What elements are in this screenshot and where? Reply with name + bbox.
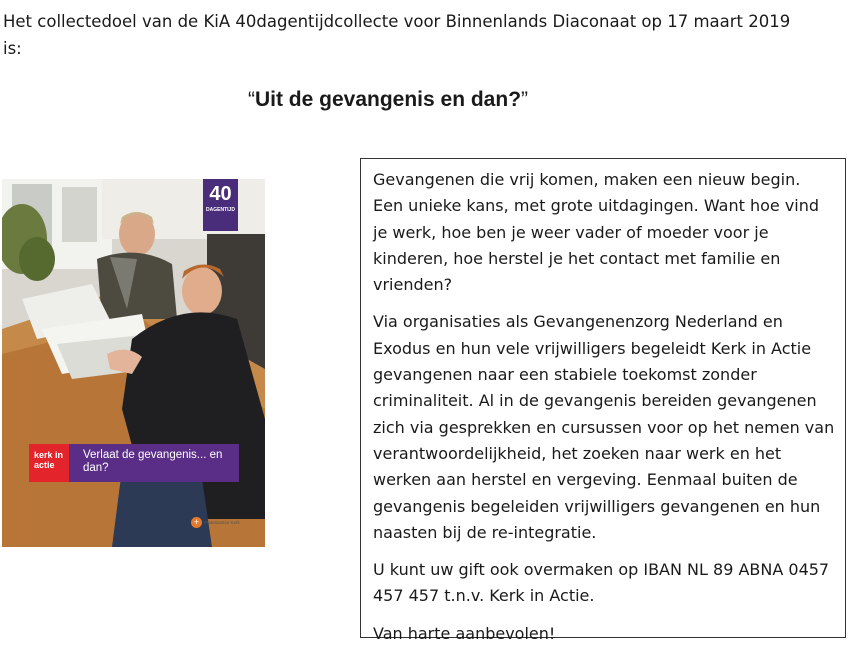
- cover-banner: Verlaat de gevangenis... en dan?: [69, 444, 239, 482]
- title-close-quote: ”: [521, 88, 529, 111]
- paragraph-organisations: Via organisaties als Gevangenenzorg Nederland en Exodus en hun vele vrijwilligers begeleidt Kerk in Actie gevangenen naar een stabiele toekomst zonder criminaliteit. Al in de gevangenis bereiden gevangenen zich via gesprekken en cursussen voor op het nemen van verantwoordelijkheid, het zoeken naar werk en het werken aan herstel en vergeving. Eenmaal buiten de gevangenis begeleiden vrijwilligers gevangenen en hun naasten bij de re-integratie.: [373, 312, 835, 542]
- paragraph-intro: Gevangenen die vrij komen, maken een nieuw begin. Een unieke kans, met grote uitdagingen. Want hoe vind je werk, hoe ben je weer vader of moeder voor je kinderen, hoe herstel je het contact met familie en vrienden?: [373, 170, 820, 295]
- kerk-in-actie-logo: kerk in actie: [29, 444, 69, 482]
- cover-photo: [2, 179, 265, 547]
- paragraph-recommendation: Van harte aanbevolen!: [373, 623, 556, 643]
- title-open-quote: “: [247, 88, 255, 111]
- description-box: [360, 158, 846, 643]
- paragraph-iban: U kunt uw gift ook overmaken op IBAN NL 89 ABNA 0457 457 457 t.n.v. Kerk in Actie.: [373, 560, 830, 606]
- brochure-cover-image: [2, 179, 265, 547]
- protestantse-kerk-logo: [191, 517, 240, 528]
- intro-text: Het collectedoel van de KiA 40dagentijdcollecte voor Binnenlands Diaconaat op 17 maart 2019 is:: [3, 12, 791, 58]
- badge-subtitle: DAGENTIJD: [206, 207, 235, 213]
- cross-icon: +: [191, 517, 202, 528]
- protestantse-kerk-label: Protestantse Kerk: [204, 520, 240, 525]
- forty-days-badge: [203, 179, 238, 231]
- page-title: [0, 84, 776, 116]
- badge-number: 40: [209, 183, 232, 205]
- title-text: Uit de gevangenis en dan?: [254, 88, 522, 111]
